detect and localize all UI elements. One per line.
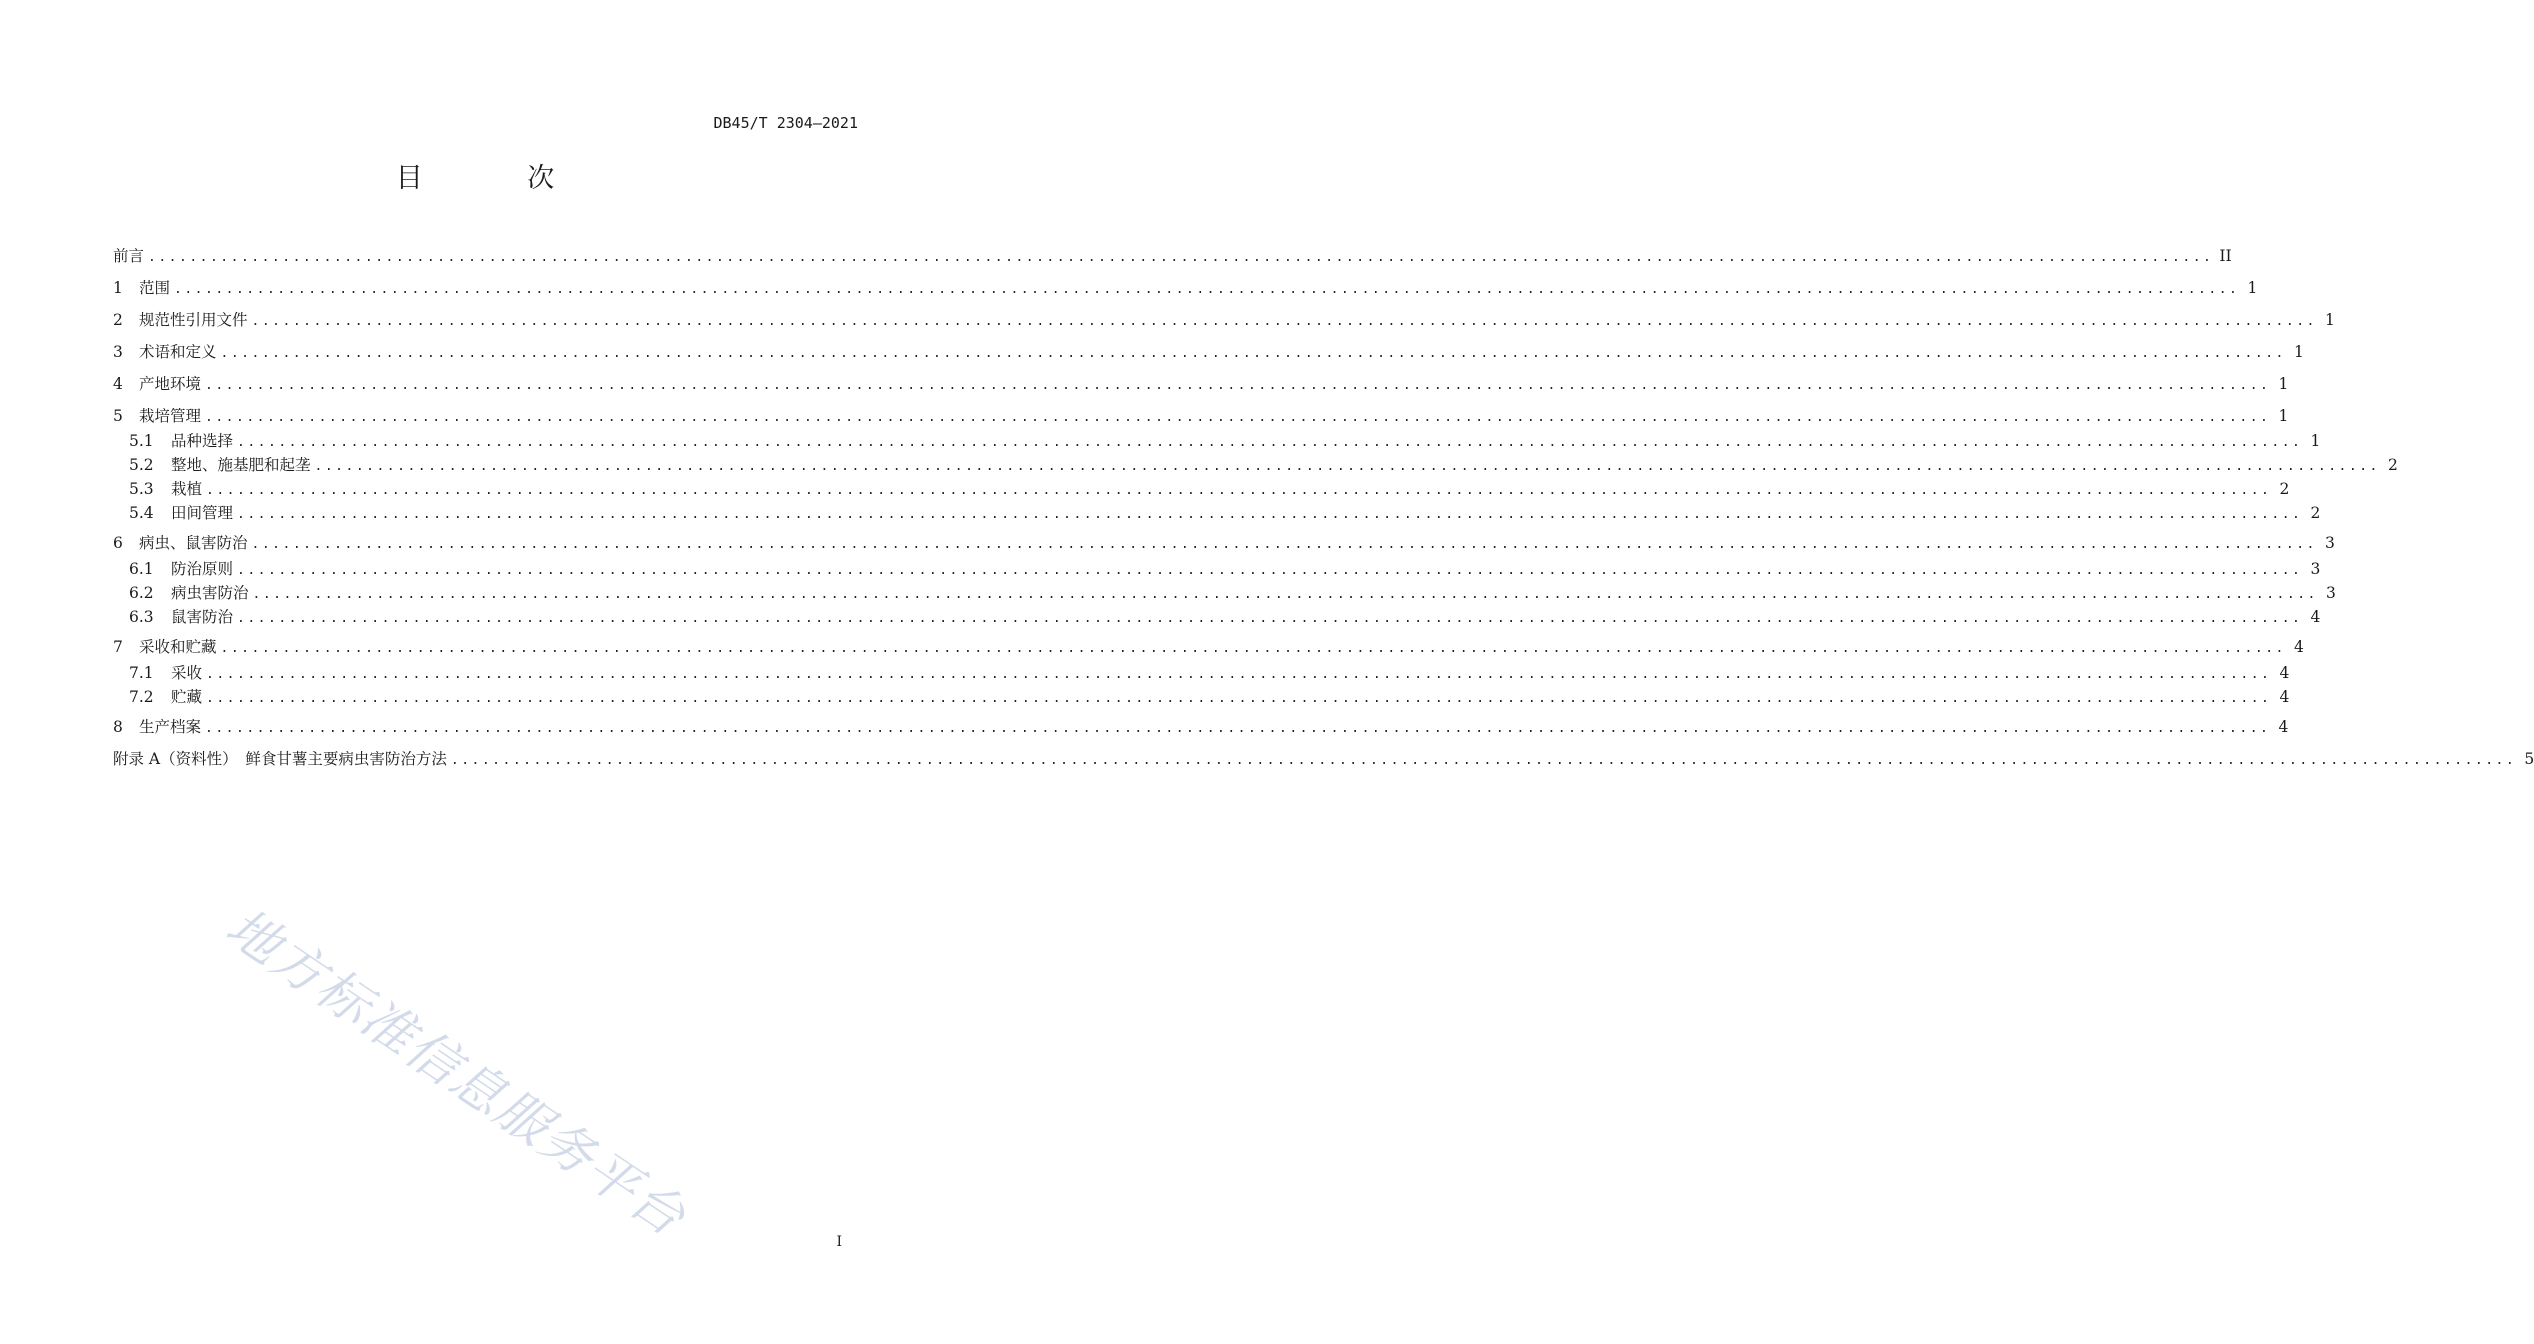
toc-entry-text: 品种选择	[171, 432, 234, 450]
toc-leader-dots: ........................................................................................................................................................................................................	[205, 378, 2271, 393]
toc-entry-1[interactable]	[113, 276, 2258, 300]
toc-page-number: 1	[2278, 375, 2289, 393]
toc-entry-text: 整地、施基肥和起垄	[171, 456, 311, 474]
toc-leader-dots: ........................................................................................................................................................................................................	[251, 537, 2317, 552]
toc-page-number: 1	[2278, 407, 2289, 425]
toc-leader-dots: ........................................................................................................................................................................................................	[220, 346, 2286, 361]
toc-leader-dots: ........................................................................................................................................................................................................	[237, 611, 2303, 626]
toc-entry-6-3[interactable]	[129, 605, 2321, 629]
toc-entry-number: 2	[113, 311, 123, 329]
toc-page-number: 1	[2247, 279, 2258, 297]
toc-leader-dots: ........................................................................................................................................................................................................	[205, 721, 2271, 736]
toc-leader-dots: ........................................................................................................................................................................................................	[206, 667, 2272, 682]
toc-entry-text: 田间管理	[171, 504, 234, 522]
toc-entry-number: 7.1	[129, 664, 154, 682]
toc-entry-number: 5.1	[129, 432, 154, 450]
toc-entry-text: 附录 A（资料性） 鲜食甘薯主要病虫害防治方法	[113, 750, 447, 768]
toc-entry-number: 6	[113, 534, 123, 552]
toc-page-number: 4	[2279, 688, 2290, 706]
toc-entry-5-4[interactable]	[129, 501, 2321, 525]
toc-entry-7[interactable]	[113, 635, 2304, 659]
toc-page-number: 3	[2310, 560, 2321, 578]
toc-entry-number: 6.1	[129, 560, 154, 578]
toc-leader-dots: ........................................................................................................................................................................................................	[237, 435, 2303, 450]
toc-entry-text: 范围	[139, 279, 171, 297]
toc-entry-4[interactable]	[113, 372, 2289, 396]
toc-page-number: 3	[2325, 584, 2336, 602]
toc-entry-number: 8	[113, 718, 123, 736]
watermark-text: 地方标准信息服务平台	[215, 897, 697, 1249]
toc-entry-number: 5.3	[129, 480, 154, 498]
toc-entry-7-2[interactable]	[129, 685, 2290, 709]
toc-entry-text: 采收	[171, 664, 203, 682]
toc-entry-number: 3	[113, 343, 123, 361]
toc-entry-number: 5.2	[129, 456, 154, 474]
document-code: DB45/T 2304—2021	[713, 114, 858, 132]
page-title: 目 次	[395, 163, 603, 194]
toc-entry-text: 产地环境	[139, 375, 202, 393]
toc-entry-6-2[interactable]	[129, 581, 2336, 605]
toc-page-number: 4	[2279, 664, 2290, 682]
toc-entry-number: 4	[113, 375, 123, 393]
toc-entry-appendix-a[interactable]	[113, 747, 2534, 771]
page-number: I	[836, 1234, 842, 1250]
toc-leader-dots: ........................................................................................................................................................................................................	[148, 250, 2214, 265]
toc-entry-5-1[interactable]	[129, 429, 2321, 453]
toc-leader-dots: ........................................................................................................................................................................................................	[251, 314, 2317, 329]
toc-leader-dots: ........................................................................................................................................................................................................	[205, 410, 2271, 425]
toc-leader-dots: ........................................................................................................................................................................................................	[314, 459, 2380, 474]
toc-entry-text: 术语和定义	[139, 343, 217, 361]
toc-entry-text: 栽植	[171, 480, 203, 498]
toc-entry-number: 7.2	[129, 688, 154, 706]
toc-entry-5-2[interactable]	[129, 453, 2398, 477]
toc-entry-number: 5	[113, 407, 123, 425]
toc-leader-dots: ........................................................................................................................................................................................................	[206, 691, 2272, 706]
toc-entry-number: 7	[113, 638, 123, 656]
toc-entry-number: 6.2	[129, 584, 154, 602]
toc-entry-text: 规范性引用文件	[139, 311, 248, 329]
toc-page-number: 4	[2293, 638, 2304, 656]
toc-entry-text: 前言	[113, 247, 145, 265]
toc-page-number: 3	[2324, 534, 2335, 552]
toc-entry-text: 采收和贮藏	[139, 638, 217, 656]
toc-leader-dots: ........................................................................................................................................................................................................	[237, 507, 2303, 522]
toc-leader-dots: ........................................................................................................................................................................................................	[206, 483, 2272, 498]
toc-entry-6-1[interactable]	[129, 557, 2321, 581]
toc-entry-5[interactable]	[113, 404, 2289, 428]
toc-entry-6[interactable]	[113, 531, 2335, 555]
toc-page-number: 1	[2324, 311, 2335, 329]
toc-entry-text: 病虫害防治	[171, 584, 249, 602]
toc-entry-text: 鼠害防治	[171, 608, 234, 626]
toc-entry-text: 病虫、鼠害防治	[139, 534, 248, 552]
toc-entry-text: 防治原则	[171, 560, 234, 578]
toc-page-number: 2	[2310, 504, 2321, 522]
toc-entry-number: 6.3	[129, 608, 154, 626]
toc-leader-dots: ........................................................................................................................................................................................................	[252, 587, 2318, 602]
toc-entry-7-1[interactable]	[129, 661, 2290, 685]
toc-page-number: 1	[2293, 343, 2304, 361]
toc-entry-text: 栽培管理	[139, 407, 202, 425]
toc-leader-dots: ........................................................................................................................................................................................................	[237, 563, 2303, 578]
toc-entry-3[interactable]	[113, 340, 2304, 364]
toc-entry-8[interactable]	[113, 715, 2289, 739]
toc-leader-dots: ........................................................................................................................................................................................................	[220, 641, 2286, 656]
toc-entry-foreword[interactable]	[113, 244, 2232, 268]
toc-page-number: II	[2219, 247, 2232, 265]
toc-page-number: 2	[2387, 456, 2398, 474]
toc-entry-5-3[interactable]	[129, 477, 2290, 501]
toc-page-number: 2	[2279, 480, 2290, 498]
toc-page-number: 5	[2524, 750, 2534, 768]
toc-entry-2[interactable]	[113, 308, 2335, 332]
toc-page-number: 4	[2278, 718, 2289, 736]
toc-entry-text: 贮藏	[171, 688, 203, 706]
toc-leader-dots: ........................................................................................................................................................................................................	[450, 753, 2517, 768]
toc-entry-text: 生产档案	[139, 718, 202, 736]
toc-leader-dots: ........................................................................................................................................................................................................	[174, 282, 2240, 297]
toc-page-number: 4	[2310, 608, 2321, 626]
toc-entry-number: 1	[113, 279, 123, 297]
toc-page-number: 1	[2310, 432, 2321, 450]
toc-entry-number: 5.4	[129, 504, 154, 522]
